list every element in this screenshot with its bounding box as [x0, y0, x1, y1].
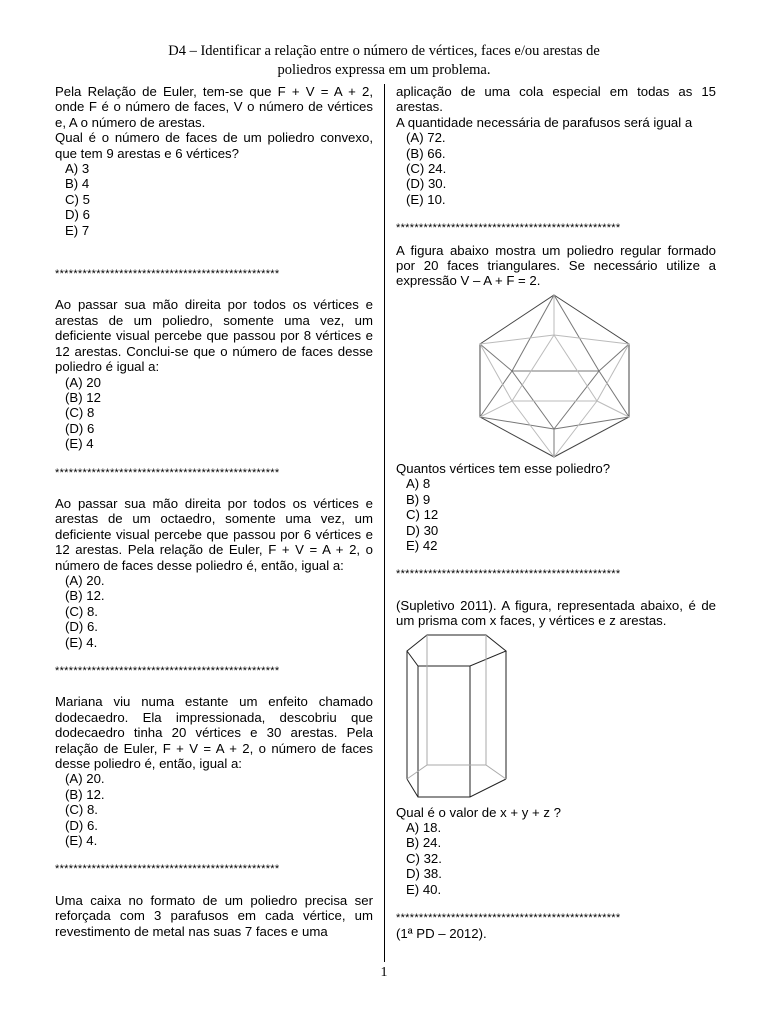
header-line-2: poliedros expressa em um problema. — [277, 62, 491, 78]
option: C) 12 — [406, 507, 439, 523]
question-7-prompt: Qual é o valor de x + y + z ? — [396, 804, 561, 820]
option: (C) 8 — [65, 405, 95, 421]
option: D) 30 — [406, 522, 439, 538]
option: (A) 20 — [65, 374, 101, 390]
option: D) 6 — [65, 207, 90, 223]
option: (E) 4 — [65, 436, 94, 452]
option: (E) 4. — [65, 833, 98, 849]
option: (E) 4. — [65, 634, 98, 650]
option: (C) 8. — [65, 802, 98, 818]
column-divider — [384, 84, 385, 962]
option: E) 7 — [65, 222, 90, 238]
question-1-prompt: Qual é o número de faces de um poliedro convexo, que tem 9 arestas e 6 vértices? — [55, 130, 373, 161]
option: B) 4 — [65, 176, 90, 192]
header-line-1: D4 – Identificar a relação entre o número de vértices, faces e/ou arestas de — [168, 43, 600, 59]
question-3 — [55, 496, 373, 650]
question-1-options — [55, 161, 373, 238]
option: A) 8 — [406, 476, 431, 492]
question-1 — [55, 84, 373, 238]
separator-line: ************************************************* — [396, 568, 621, 581]
page-header — [0, 42, 768, 80]
option: A) 3 — [65, 161, 90, 177]
question-1-text: Pela Relação de Euler, tem-se que F + V = A + 2, onde F é o número de faces, V o número de vértices e, A o número de arestas. — [55, 84, 373, 130]
option: (D) 6 — [65, 420, 95, 436]
left-column — [55, 84, 373, 939]
question-2-options — [55, 375, 373, 452]
question-8-text: (1ª PD – 2012). — [396, 926, 487, 942]
question-5-text-continued: aplicação de uma cola especial em todas as 15 arestas. — [396, 84, 716, 115]
separator-line: ************************************************* — [396, 222, 621, 235]
icosahedron-figure — [396, 289, 716, 461]
question-5 — [55, 893, 373, 939]
question-2 — [55, 297, 373, 451]
option: (A) 20. — [65, 771, 105, 787]
question-6 — [396, 243, 716, 554]
option: A) 18. — [406, 819, 442, 835]
option: C) 5 — [65, 191, 90, 207]
option: (D) 30. — [406, 176, 447, 192]
option: C) 32. — [406, 850, 442, 866]
option: (C) 24. — [406, 161, 447, 177]
question-7 — [396, 598, 716, 897]
option: E) 42 — [406, 537, 438, 553]
question-4-text: Mariana viu numa estante um enfeito chamado dodecaedro. Ela impressionada, descobriu que dodecaedro tinha 20 vértices e 30 arestas. Pela relação de Euler, F + V = A + 2, o número de faces desse poliedro é, então, igual a: — [55, 694, 373, 772]
separator-line: ************************************************* — [55, 268, 280, 281]
option: (A) 20. — [65, 572, 105, 588]
question-3-options — [55, 573, 373, 650]
question-7-options — [396, 820, 716, 897]
question-5-options — [396, 130, 716, 207]
option: (B) 12 — [65, 389, 101, 405]
question-2-text: Ao passar sua mão direita por todos os vértices e arestas de um poliedro, somente uma vez, um deficiente visual percebe que passou por 8 vértices e 12 arestas. Conclui-se que o número de faces desse poliedro é igual a: — [55, 297, 373, 375]
separator-line: ************************************************* — [55, 466, 280, 479]
option: (A) 72. — [406, 130, 446, 146]
right-column — [396, 84, 716, 942]
option: E) 40. — [406, 881, 442, 897]
option: (B) 12. — [65, 786, 105, 802]
hexagonal-prism-figure — [396, 629, 716, 805]
option: (C) 8. — [65, 603, 98, 619]
question-5-continued — [396, 84, 716, 207]
question-4-options — [55, 771, 373, 848]
question-7-text: (Supletivo 2011). A figura, representada abaixo, é de um prisma com x faces, y vértices e z arestas. — [396, 597, 716, 629]
option: B) 24. — [406, 835, 442, 851]
question-6-prompt: Quantos vértices tem esse poliedro? — [396, 460, 611, 476]
option: (B) 12. — [65, 588, 105, 604]
page-number: 1 — [380, 965, 388, 980]
option: (B) 66. — [406, 145, 446, 161]
option: (E) 10. — [406, 191, 446, 207]
option: B) 9 — [406, 491, 431, 507]
option: (D) 6. — [65, 619, 98, 635]
question-5-text: Uma caixa no formato de um poliedro precisa ser reforçada com 3 parafusos em cada vértice, um revestimento de metal nas suas 7 faces e uma — [55, 892, 373, 939]
question-6-options — [396, 476, 716, 553]
question-4 — [55, 694, 373, 848]
separator-line: ************************************************* — [55, 863, 280, 876]
question-3-text: Ao passar sua mão direita por todos os vértices e arestas de um octaedro, somente uma vez, um deficiente visual percebe que passou por 6 vértices e 12 arestas. Pela relação de Euler, F + V = A + 2, o número de faces desse poliedro é, então, igual a: — [55, 495, 373, 573]
question-8 — [396, 926, 716, 941]
option: D) 38. — [406, 866, 442, 882]
separator-line: ************************************************* — [55, 665, 280, 677]
separator-line: ************************************************* — [396, 911, 621, 924]
question-5-prompt: A quantidade necessária de parafusos será igual a — [396, 114, 693, 130]
question-6-text: A figura abaixo mostra um poliedro regular formado por 20 faces triangulares. Se necessário utilize a expressão V – A + F = 2. — [396, 242, 716, 289]
option: (D) 6. — [65, 817, 98, 833]
